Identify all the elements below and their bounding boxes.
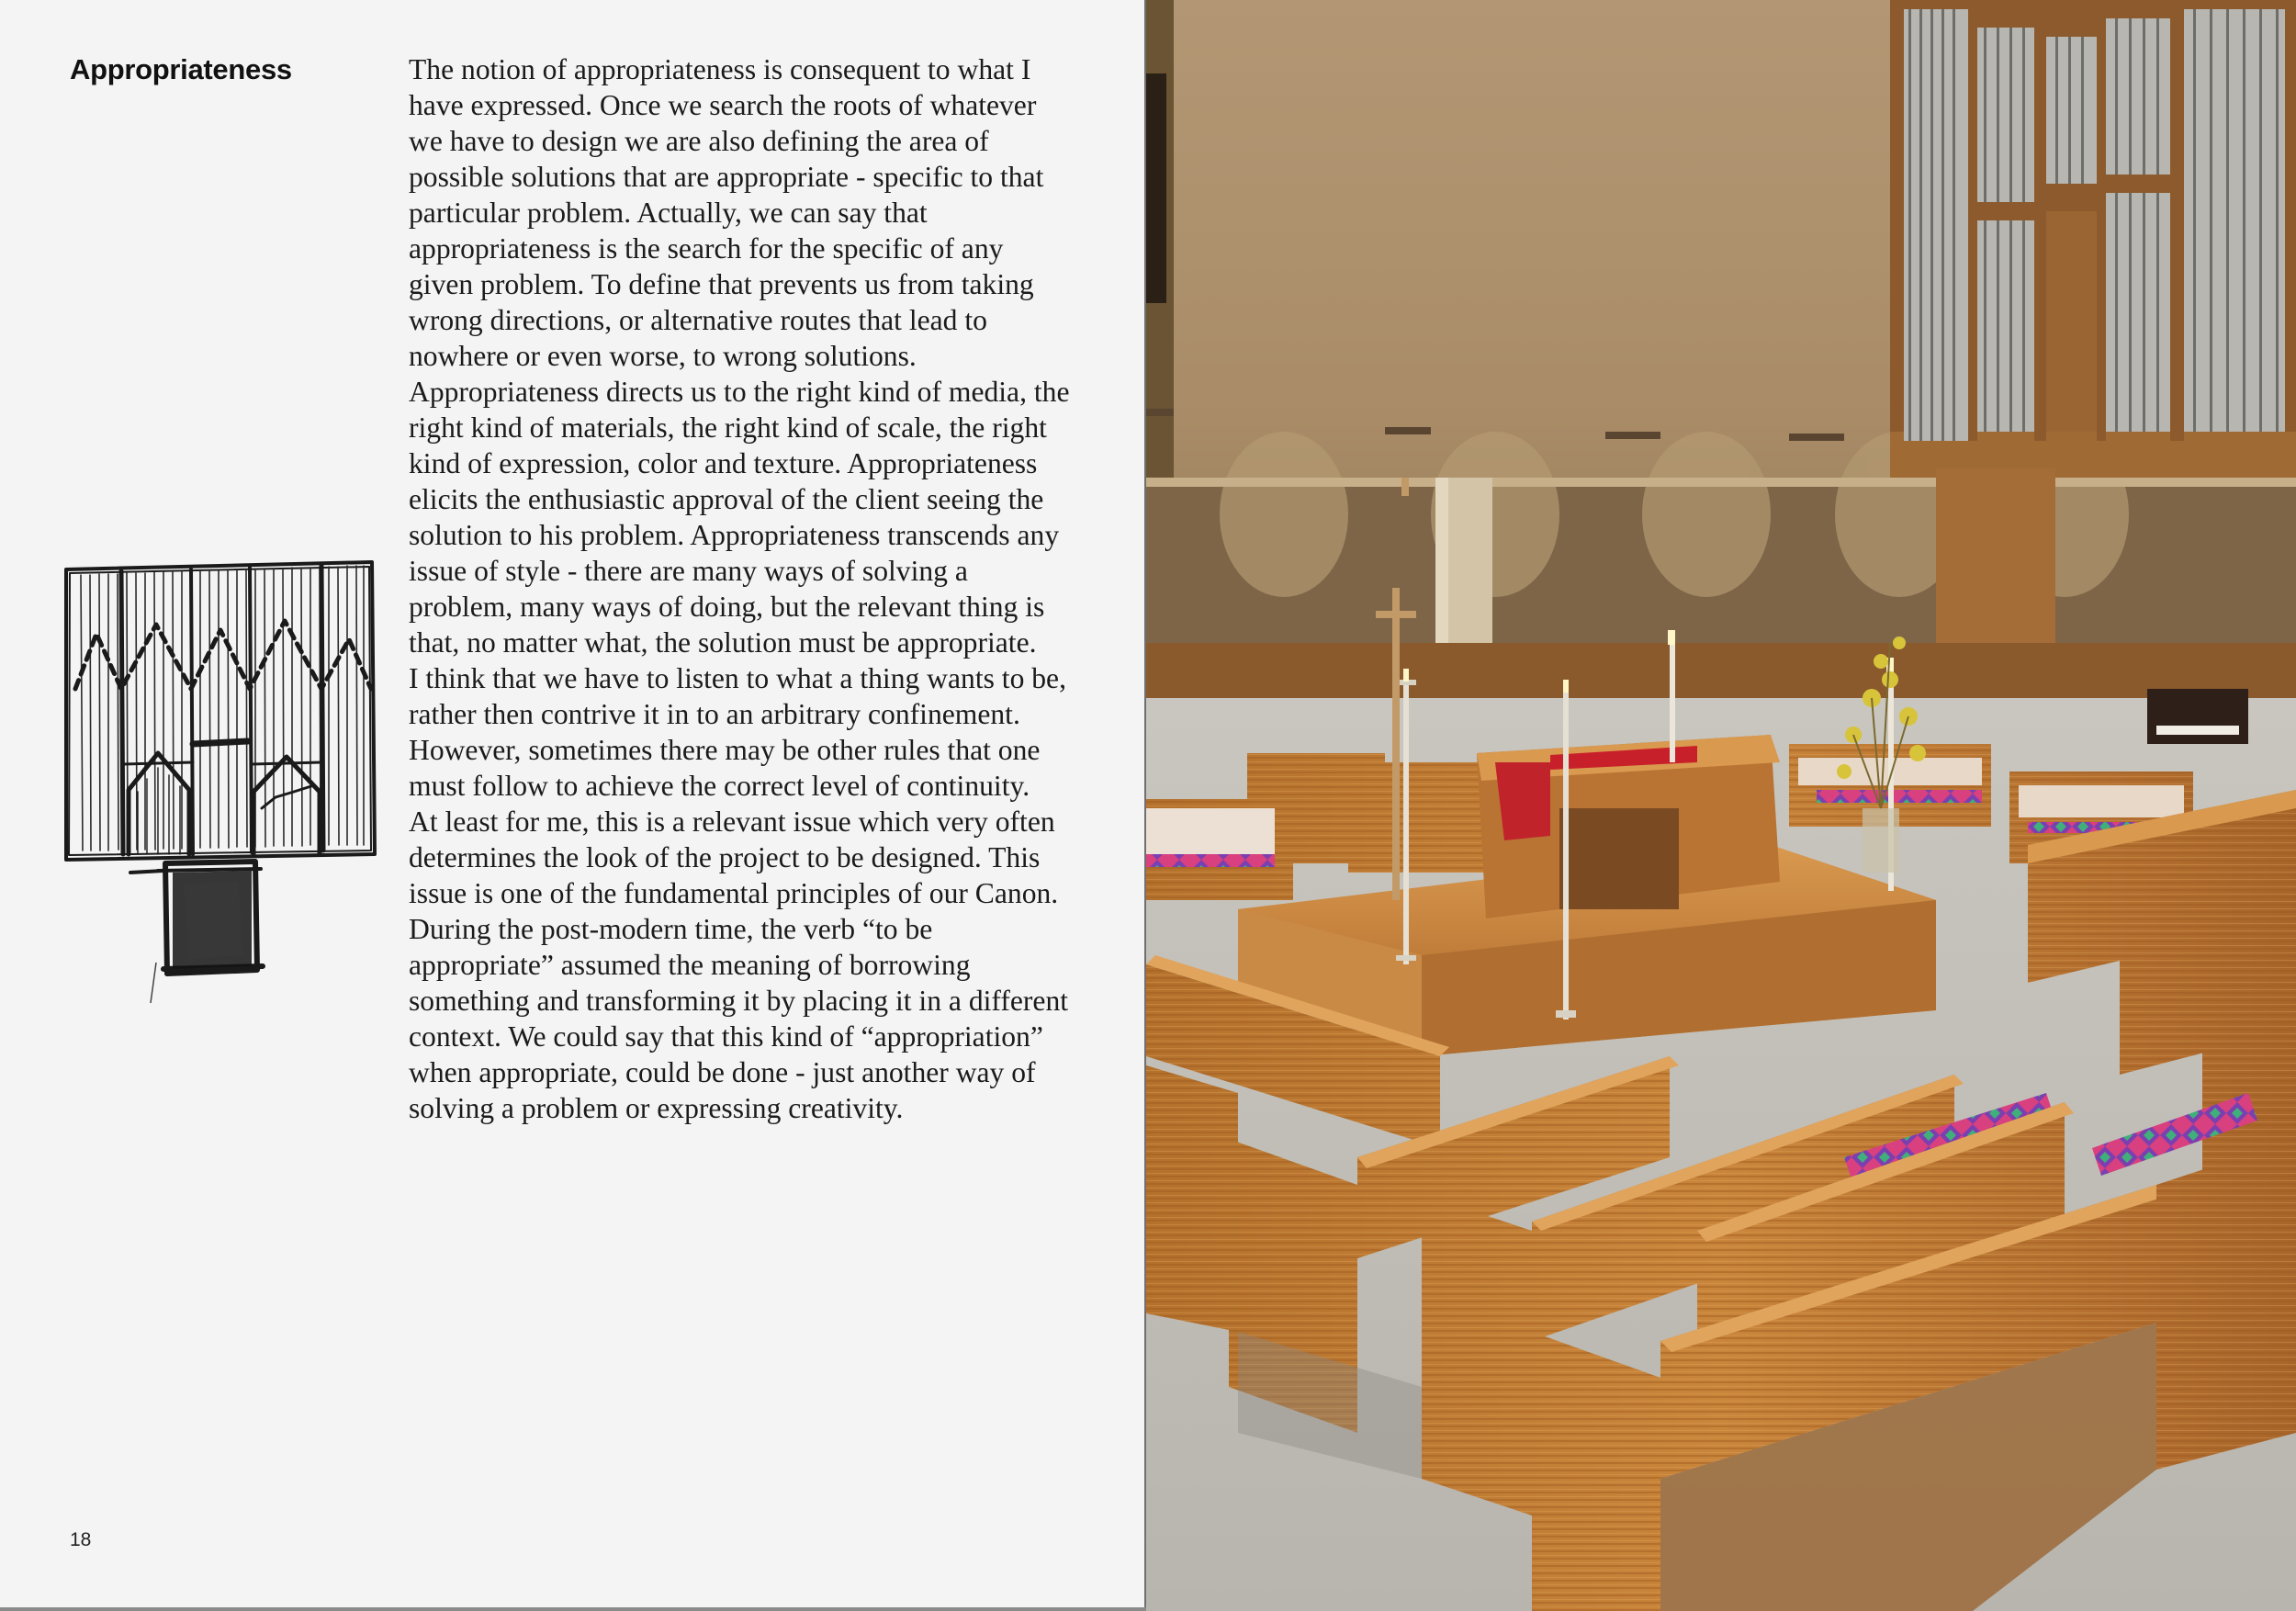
paragraph: At least for me, this is a relevant issue which very often determines the look of the project to be designed. This issue is one of the fundamental principles of our Canon.	[409, 806, 1059, 909]
left-page	[0, 0, 1144, 1607]
organ-sketch	[55, 551, 386, 1010]
paragraph: I think that we have to listen to what a thing wants to be, rather then contrive it in to an arbitrary confinement. However, sometimes there may be other rules that one must follow to achieve the correct level of continuity.	[409, 662, 1066, 802]
paragraph: During the post-modern time, the verb “to be appropriate” assumed the meaning of borrowing something and transforming it by placing it in a different context. We could say that this kind of “appropriation” when appropriate, could be done - just another way of solving a problem or expressing creativity.	[409, 913, 1069, 1124]
body-text	[409, 51, 1070, 1126]
section-heading: Appropriateness	[70, 53, 292, 85]
page-number: 18	[70, 1529, 92, 1550]
page-edge	[0, 1607, 1146, 1611]
church-interior-photo	[1146, 0, 2296, 1611]
paragraph: Appropriateness directs us to the right kind of media, the right kind of materials, the right kind of scale, the right kind of expression, color and texture. Appropriateness elicits the enthusiastic approval of the client seeing the solution to his problem. Appropriateness transcends any issue of style - there are many ways of solving a problem, many ways of doing, but the relevant thing is that, no matter what, the solution must be appropriate.	[409, 376, 1070, 659]
paragraph: The notion of appropriateness is consequent to what I have expressed. Once we search the roots of whatever we have to design we are also defining the area of possible solutions that are appropriate - specific to that particular problem. Actually, we can say that appropriateness is the search for the specific of any given problem. To define that prevents us from taking wrong directions, or alternative routes that lead to nowhere or even worse, to wrong solutions.	[409, 53, 1044, 372]
